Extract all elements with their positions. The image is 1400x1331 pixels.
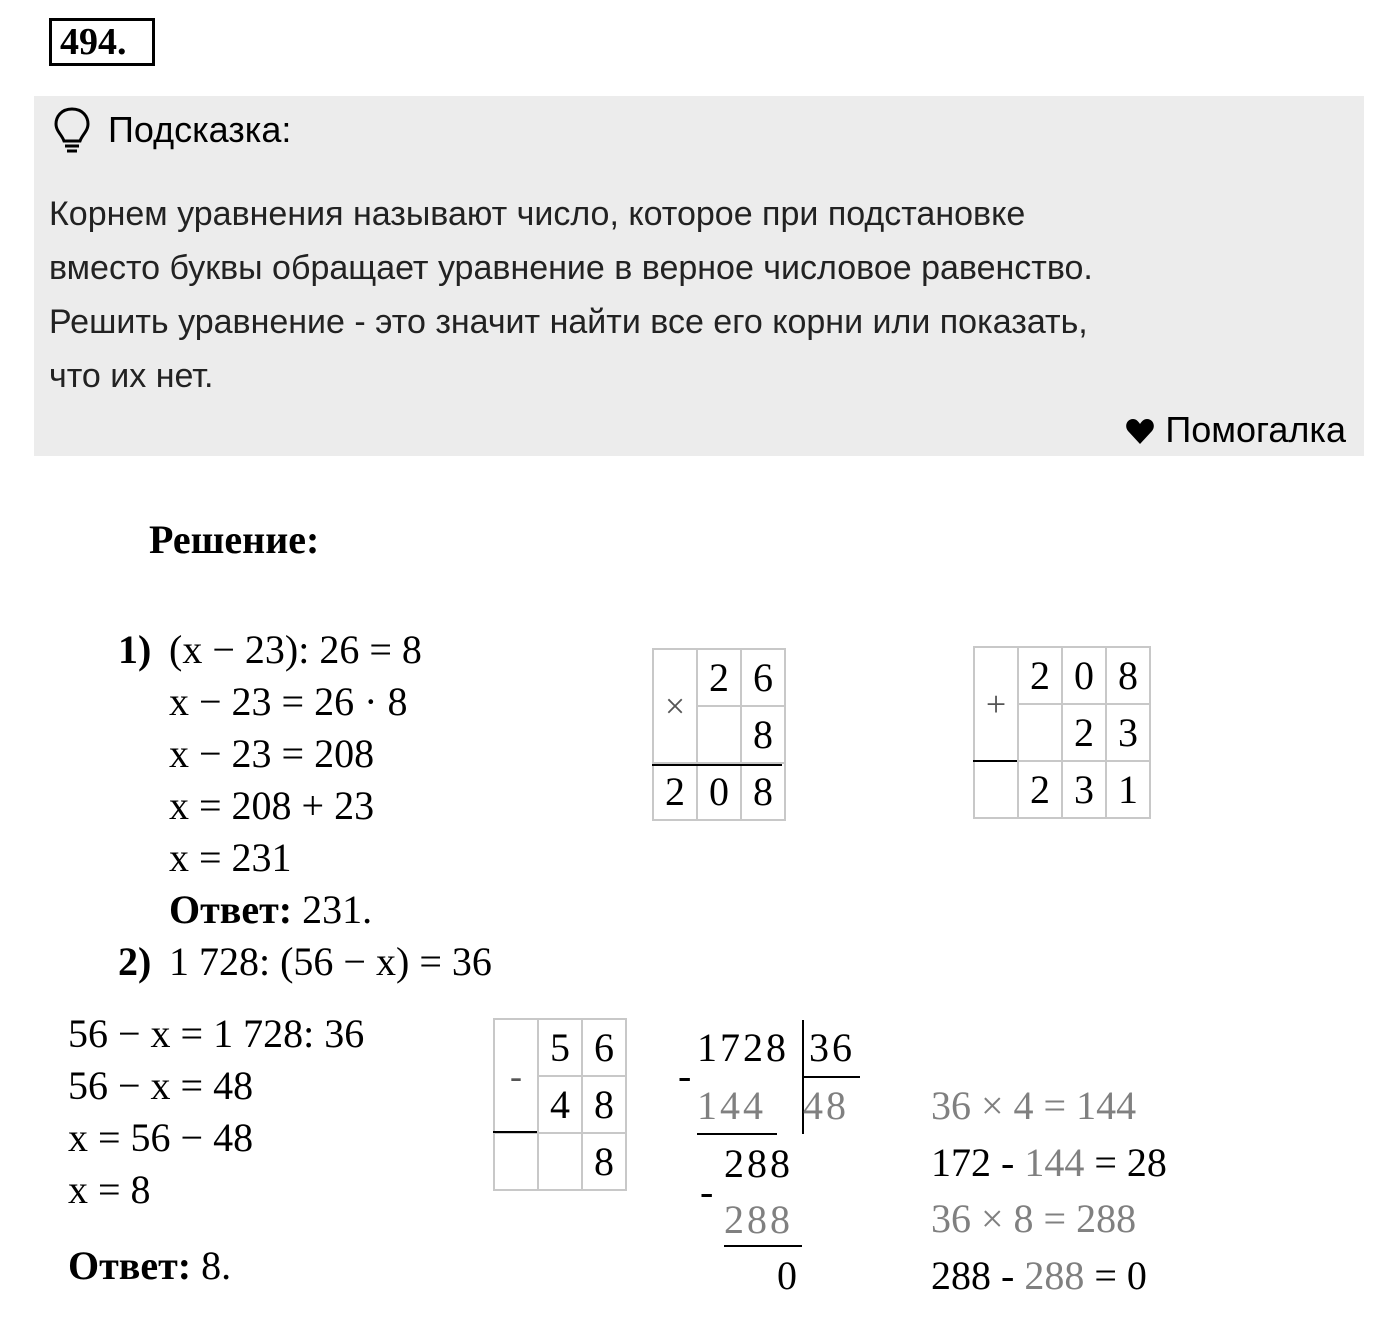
division-remainder-1: 288 xyxy=(724,1141,793,1186)
grid-cell: 5 xyxy=(538,1019,582,1076)
grid-cell xyxy=(697,706,741,763)
grid-cell: 2 xyxy=(697,649,741,706)
grid-cell: 8 xyxy=(741,706,785,763)
addition-grid xyxy=(973,646,1151,819)
addition-rule xyxy=(973,760,1017,762)
part1-answer xyxy=(169,884,372,936)
solution-title: Решение: xyxy=(149,517,320,562)
answer-label: Ответ: xyxy=(169,887,293,932)
part1-line-3: x − 23 = 208 xyxy=(169,731,375,776)
answer-value: 8. xyxy=(191,1243,232,1288)
grid-cell xyxy=(494,1133,538,1190)
grid-cell: 3 xyxy=(1106,704,1150,761)
brand-link[interactable] xyxy=(1125,408,1346,452)
hint-line-3: Решить уравнение - это значит найти все его корни или показать, xyxy=(49,303,1088,341)
check-part: = 28 xyxy=(1084,1140,1167,1185)
division-quotient-rule xyxy=(802,1076,860,1078)
grid-cell: 8 xyxy=(741,763,785,820)
grid-cell: 2 xyxy=(1018,647,1062,704)
grid-cell: 8 xyxy=(582,1133,626,1190)
grid-cell: 0 xyxy=(1062,647,1106,704)
minus-sign: - xyxy=(494,1019,538,1133)
grid-cell: 6 xyxy=(741,649,785,706)
part2-answer xyxy=(68,1240,231,1292)
check-gray: 288 xyxy=(1076,1196,1137,1241)
brand-label: Помогалка xyxy=(1165,409,1346,450)
grid-cell: 4 xyxy=(538,1076,582,1133)
part1-label: 1) xyxy=(118,627,152,672)
answer-label: Ответ: xyxy=(68,1243,192,1288)
grid-cell: 2 xyxy=(653,763,697,820)
lightbulb-icon xyxy=(52,106,92,156)
part2-line-1: 56 − x = 1 728: 36 xyxy=(68,1011,365,1056)
part1-line-4: x = 208 + 23 xyxy=(169,783,375,828)
plus-sign: + xyxy=(974,647,1018,761)
division-remainder-final: 0 xyxy=(777,1253,800,1298)
part2-line-3: x = 56 − 48 xyxy=(68,1115,254,1160)
grid-cell: 1 xyxy=(1106,761,1150,818)
check-line-1 xyxy=(931,1080,1136,1132)
division-minus-2: - xyxy=(700,1169,717,1214)
part2-line-2: 56 − x = 48 xyxy=(68,1063,254,1108)
check-gray: 144 xyxy=(1024,1140,1085,1185)
grid-cell: 0 xyxy=(697,763,741,820)
multiplication-rule xyxy=(652,764,782,766)
hint-line-1: Корнем уравнения называют число, которое при подстановке xyxy=(49,195,1026,233)
check-gray: 288 xyxy=(1024,1253,1085,1298)
check-line-3 xyxy=(931,1193,1136,1245)
grid-cell: 8 xyxy=(582,1076,626,1133)
division-quotient: 48 xyxy=(803,1083,849,1128)
part2-label: 2) xyxy=(118,939,152,984)
grid-cell: 3 xyxy=(1062,761,1106,818)
hint-line-4: что их нет. xyxy=(49,357,214,395)
grid-cell: 8 xyxy=(1106,647,1150,704)
answer-value: 231. xyxy=(292,887,373,932)
grid-cell: 2 xyxy=(1062,704,1106,761)
division-minus-1: - xyxy=(678,1053,695,1098)
division-dividend: 1728 xyxy=(697,1025,789,1070)
heart-icon xyxy=(1125,417,1155,447)
check-line-4 xyxy=(931,1250,1147,1302)
part1-line-2: x − 23 = 26 · 8 xyxy=(169,679,408,724)
grid-cell: 2 xyxy=(1018,761,1062,818)
check-line-2 xyxy=(931,1137,1167,1189)
division-rule-2 xyxy=(724,1245,802,1247)
hint-line-2: вместо буквы обращает уравнение в верное числовое равенство. xyxy=(49,249,1093,287)
division-divisor: 36 xyxy=(809,1025,855,1070)
hint-title: Подсказка: xyxy=(108,109,292,150)
check-part: 172 - xyxy=(931,1140,1025,1185)
division-subtrahend-2: 288 xyxy=(724,1197,793,1242)
part1-line-5: x = 231 xyxy=(169,835,292,880)
check-gray: 144 xyxy=(1076,1083,1137,1128)
subtraction-rule xyxy=(493,1131,537,1133)
check-part: = 0 xyxy=(1084,1253,1147,1298)
part1-line-1: (x − 23): 26 = 8 xyxy=(169,627,422,672)
task-number: 494. xyxy=(49,18,155,66)
multiply-sign: × xyxy=(653,649,697,763)
subtraction-grid xyxy=(493,1018,627,1191)
division-subtrahend-1: 144 xyxy=(697,1083,766,1128)
grid-cell xyxy=(974,761,1018,818)
check-part: 36 × 4 = xyxy=(931,1083,1077,1128)
check-part: 288 - xyxy=(931,1253,1025,1298)
part2-line-4: x = 8 xyxy=(68,1167,151,1212)
grid-cell xyxy=(538,1133,582,1190)
division-rule-1 xyxy=(697,1133,777,1135)
grid-cell: 6 xyxy=(582,1019,626,1076)
check-part: 36 × 8 = xyxy=(931,1196,1077,1241)
multiplication-grid xyxy=(652,648,786,821)
grid-cell xyxy=(1018,704,1062,761)
part2-equation: 1 728: (56 − x) = 36 xyxy=(169,939,492,984)
